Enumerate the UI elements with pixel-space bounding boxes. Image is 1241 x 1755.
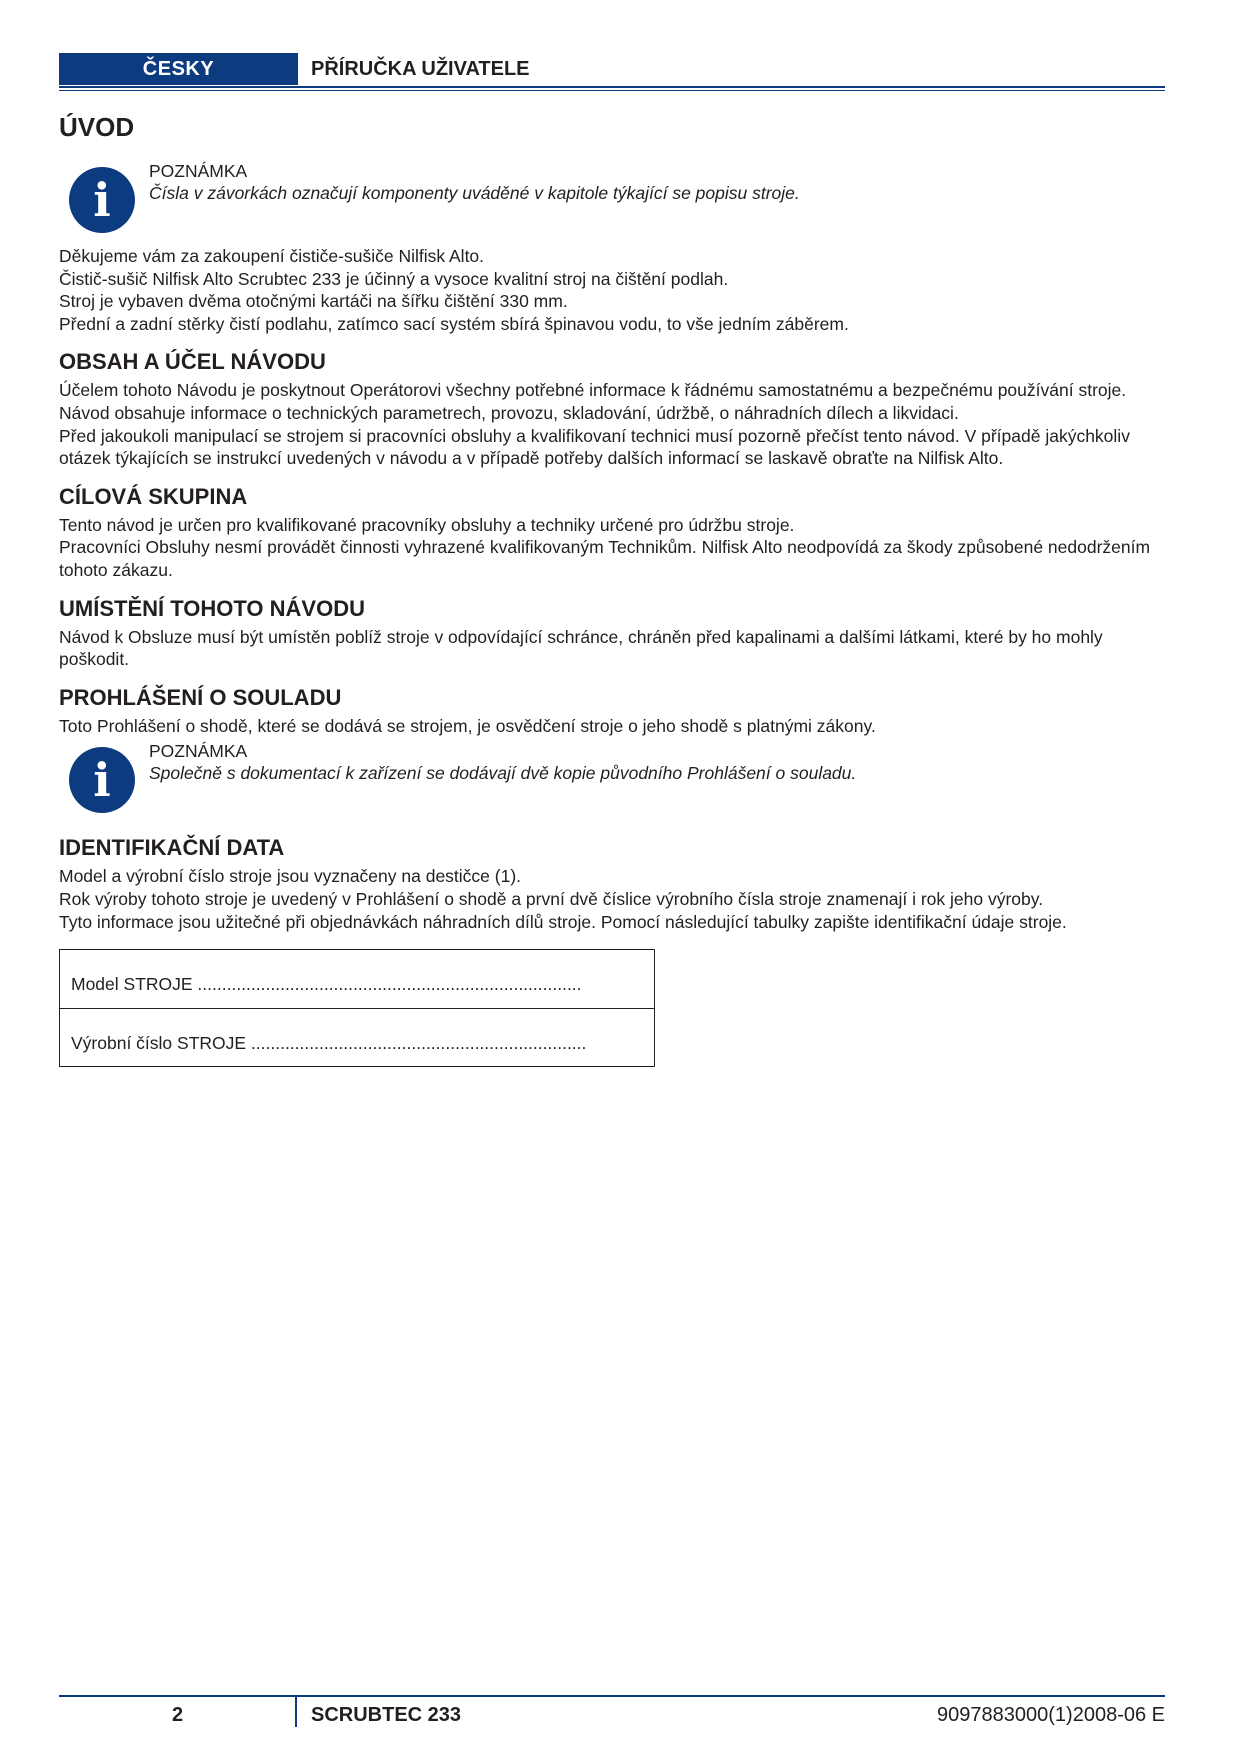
paragraph: Pracovníci Obsluhy nesmí provádět činnosti vyhrazené kvalifikovaným Technikům. Nilfisk Alto neodpovídá za škody způsobené nedodržením tohoto zákazu.	[59, 537, 1151, 580]
page-title: ÚVOD	[59, 112, 135, 142]
header-rule	[59, 86, 1165, 88]
page-number: 2	[172, 1704, 184, 1726]
intro-line: Čistič-sušič Nilfisk Alto Scrubtec 233 je účinný a vysoce kvalitní stroj na čištění podlah.	[59, 268, 729, 289]
footer-divider	[295, 1695, 297, 1727]
note-box	[59, 161, 1169, 233]
document-code: 9097883000(1)2008-06 E	[937, 1704, 1165, 1726]
intro-line: Děkujeme vám za zakoupení čističe-sušiče Nilfisk Alto.	[59, 246, 485, 266]
section-body-target	[59, 514, 1169, 582]
note-box	[59, 741, 1169, 813]
section-heading-conformity: PROHLÁŠENÍ O SOULADU	[59, 684, 342, 710]
note-text: Čísla v závorkách označují komponenty uváděné v kapitole týkající se popisu stroje.	[149, 183, 800, 203]
serial-number-row: Výrobní číslo STROJE .....................................................................	[60, 1008, 654, 1066]
note-label: POZNÁMKA	[149, 741, 248, 762]
product-model: SCRUBTEC 233	[311, 1704, 462, 1726]
note-text: Společně s dokumentací k zařízení se dodávají dvě kopie původního Prohlášení o souladu.	[149, 763, 857, 784]
section-body-location	[59, 626, 1169, 671]
section-heading-purpose: OBSAH A ÚČEL NÁVODU	[59, 349, 326, 375]
paragraph: Tento návod je určen pro kvalifikované pracovníky obsluhy a techniky určené pro údržbu stroje.	[59, 514, 795, 535]
language-label: ČESKY	[59, 53, 298, 85]
paragraph: Model a výrobní číslo stroje jsou vyznačeny na destičce (1).	[59, 866, 522, 887]
info-icon: i	[69, 747, 135, 813]
intro-paragraph	[59, 245, 1169, 335]
page-footer	[59, 1695, 1165, 1735]
info-icon: i	[69, 167, 135, 233]
paragraph: Tyto informace jsou užitečné při objednávkách náhradních dílů stroje. Pomocí následující tabulky zapište identifikační údaje stroje.	[59, 911, 1067, 932]
paragraph: Rok výroby tohoto stroje je uvedený v Prohlášení o shodě a první dvě číslice výrobního čísla stroje znamenají i rok jeho výroby.	[59, 888, 1044, 909]
identification-table	[59, 949, 655, 1067]
model-row: Model STROJE ...............................................................................	[71, 974, 582, 995]
paragraph: Toto Prohlášení o shodě, které se dodává se strojem, je osvědčení stroje o jeho shodě s platnými zákony.	[59, 715, 876, 736]
section-heading-location: UMÍSTĚNÍ TOHOTO NÁVODU	[59, 595, 365, 621]
intro-line: Přední a zadní stěrky čistí podlahu, zatímco sací systém sbírá špinavou vodu, to vše jedním záběrem.	[59, 313, 849, 334]
manual-title: PŘÍRUČKA UŽIVATELE	[311, 58, 530, 80]
section-body-conformity	[59, 715, 1169, 738]
section-heading-identification: IDENTIFIKAČNÍ DATA	[59, 835, 285, 861]
paragraph: Návod k Obsluze musí být umístěn poblíž stroje v odpovídající schránce, chráněn před kapalinami a dalšími látkami, které by ho mohly poškodit.	[59, 626, 1103, 670]
section-body-identification	[59, 865, 1169, 933]
section-body-purpose	[59, 379, 1169, 469]
note-label: POZNÁMKA	[149, 161, 248, 181]
page-header	[59, 53, 1165, 89]
section-heading-target: CÍLOVÁ SKUPINA	[59, 483, 248, 509]
paragraph: Účelem tohoto Návodu je poskytnout Operátorovi všechny potřebné informace k řádnému samostatnému a bezpečnému používání stroje. Návod obsahuje informace o technických parametrech, provozu, skladování, údržbě, o náhradních dílech a likvidaci.	[59, 380, 1127, 423]
paragraph: Před jakoukoli manipulací se strojem si pracovníci obsluhy a kvalifikovaní technici musí pozorně přečíst tento návod. V případě jakýchkoliv otázek týkajících se instrukcí uvedených v návodu a v případě potřeby dalších informací se laskavě obraťte na Nilfisk Alto.	[59, 425, 1130, 469]
page-content	[59, 112, 1169, 1067]
header-rule-thin	[59, 90, 1165, 91]
footer-rule	[59, 1695, 1165, 1697]
intro-line: Stroj je vybaven dvěma otočnými kartáči na šířku čištění 330 mm.	[59, 291, 568, 312]
